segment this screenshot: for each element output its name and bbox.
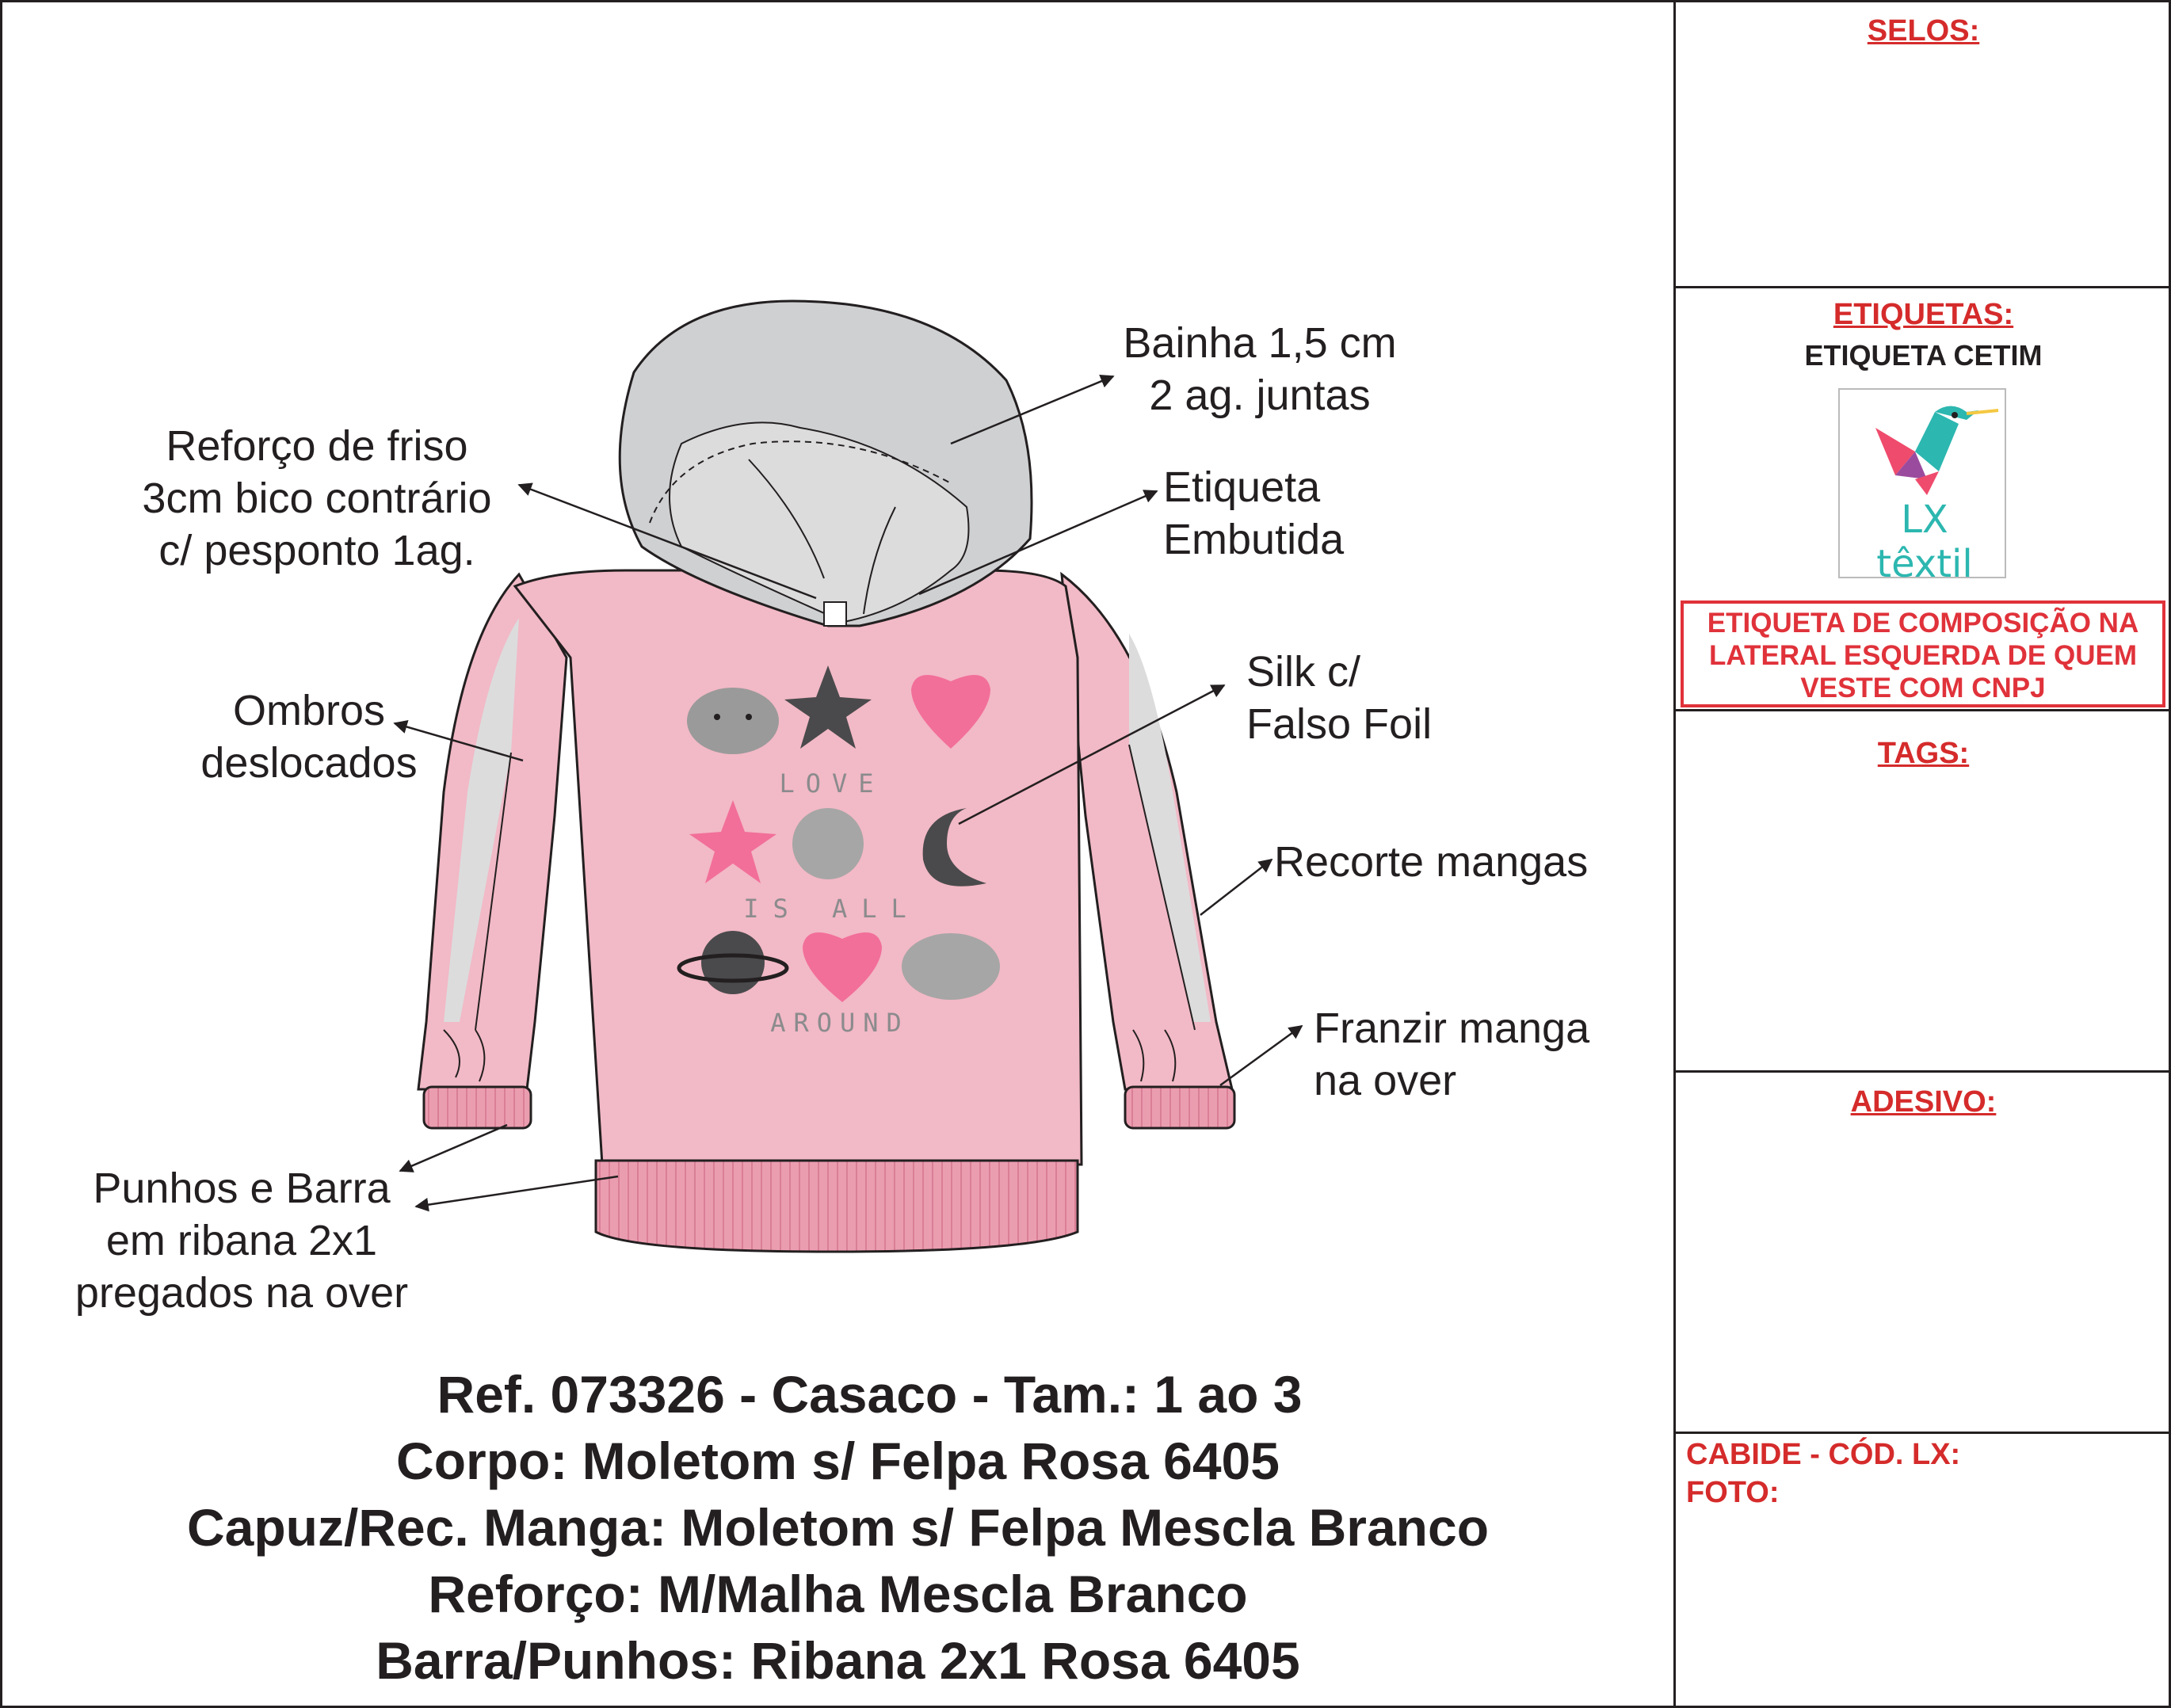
cabide-code: CABIDE - CÓD. LX:	[1686, 1438, 1961, 1471]
foto-label: FOTO:	[1686, 1476, 1780, 1509]
annotation-shoulders: Ombros deslocados	[200, 687, 418, 787]
print-text-love: LOVE	[779, 768, 885, 799]
arrow-gather	[1220, 1026, 1302, 1085]
annotation-reinforcement: Reforço de friso 3cm bico contrário c/ pesponto 1ag.	[142, 422, 492, 574]
sidebar-panel-cabide	[1673, 1432, 2171, 1708]
tags-title: TAGS:	[1877, 737, 1970, 770]
annotation-hem: Bainha 1,5 cm 2 ag. juntas	[1123, 319, 1397, 419]
annotation-silk: Silk c/ Falso Foil	[1246, 648, 1433, 748]
right-cuff	[1125, 1087, 1234, 1128]
annotation-sleeve-cut: Recorte mangas	[1274, 838, 1589, 886]
spec-body-fabric: Corpo: Moletom s/ Felpa Rosa 6405	[396, 1432, 1280, 1490]
spec-reference: Ref. 073326 - Casaco - Tam.: 1 ao 3	[437, 1365, 1303, 1424]
body	[515, 570, 1082, 1165]
composition-label-note: ETIQUETA DE COMPOSIÇÃO NA LATERAL ESQUERDA DE QUEM VESTE COM CNPJ	[1681, 600, 2165, 707]
hem-band	[596, 1161, 1078, 1252]
hummingbird-icon	[1840, 396, 2005, 499]
selos-title: SELOS:	[1867, 14, 1980, 48]
annotation-gather: Franzir manga na over	[1314, 1005, 1590, 1104]
annotation-cuffs: Punhos e Barra em ribana 2x1 pregados na over	[74, 1165, 409, 1317]
sidebar-panel-adesivo	[1673, 1070, 2171, 1434]
etiquetas-title: ETIQUETAS:	[1833, 298, 2014, 331]
annotation-label: Etiqueta Embutida	[1163, 463, 1345, 563]
brand-logo-text: LX têxtil	[1876, 498, 1973, 586]
arrow-sleeve-cut	[1200, 860, 1272, 915]
adesivo-title: ADESIVO:	[1850, 1085, 1997, 1119]
left-cuff	[424, 1087, 531, 1128]
spec-rib: Barra/Punhos: Ribana 2x1 Rosa 6405	[376, 1631, 1300, 1690]
print-text-is-all: IS ALL	[743, 894, 921, 924]
arrow-hem-band	[416, 1176, 618, 1207]
print-text-around: AROUND	[770, 1008, 910, 1038]
etiqueta-type: ETIQUETA CETIM	[1804, 339, 2043, 372]
spec-reinforcement: Reforço: M/Malha Mescla Branco	[428, 1565, 1248, 1623]
spec-hood-fabric: Capuz/Rec. Manga: Moletom s/ Felpa Mescla Branco	[186, 1498, 1490, 1557]
